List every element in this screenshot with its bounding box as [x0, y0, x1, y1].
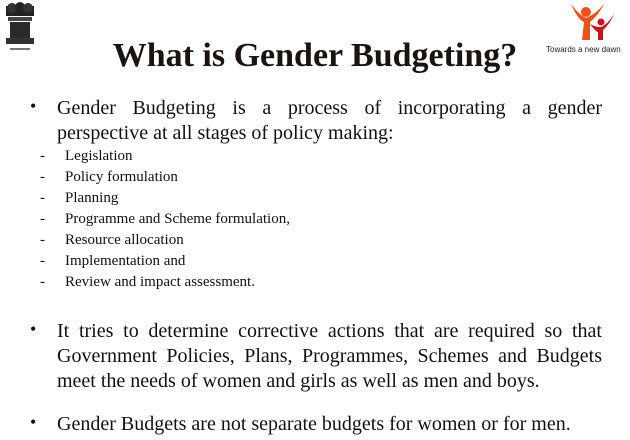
sub-item: - Policy formulation	[40, 169, 178, 185]
sub-item: - Planning	[40, 190, 119, 206]
sub-item: - Legislation	[40, 148, 133, 164]
bullet-text-1: Gender Budgeting is a process of incorporating a gender perspective at all stages of policy making:	[57, 97, 602, 144]
sub-item: - Implementation and	[40, 253, 186, 269]
bullet-text-3: Gender Budgets are not separate budgets for women or for men.	[57, 413, 571, 435]
women-child-logo-icon	[568, 2, 618, 42]
bullet-marker: •	[30, 96, 37, 116]
logo-tagline: Towards a new dawn	[546, 45, 621, 54]
bullet-marker: •	[30, 412, 37, 432]
sub-item: - Review and impact assessment.	[40, 274, 255, 290]
sub-item: - Resource allocation	[40, 232, 184, 248]
sub-item: - Programme and Scheme formulation,	[40, 211, 290, 227]
bullet-marker: •	[30, 319, 37, 339]
bullet-text-2: It tries to determine corrective actions that are required so that Government Policies, Plans, Programmes, Schemes and Budgets meet the needs of women and girls as well as men and boys.	[57, 320, 602, 392]
sub-list	[40, 146, 290, 293]
page-title: What is Gender Budgeting?	[112, 37, 518, 74]
